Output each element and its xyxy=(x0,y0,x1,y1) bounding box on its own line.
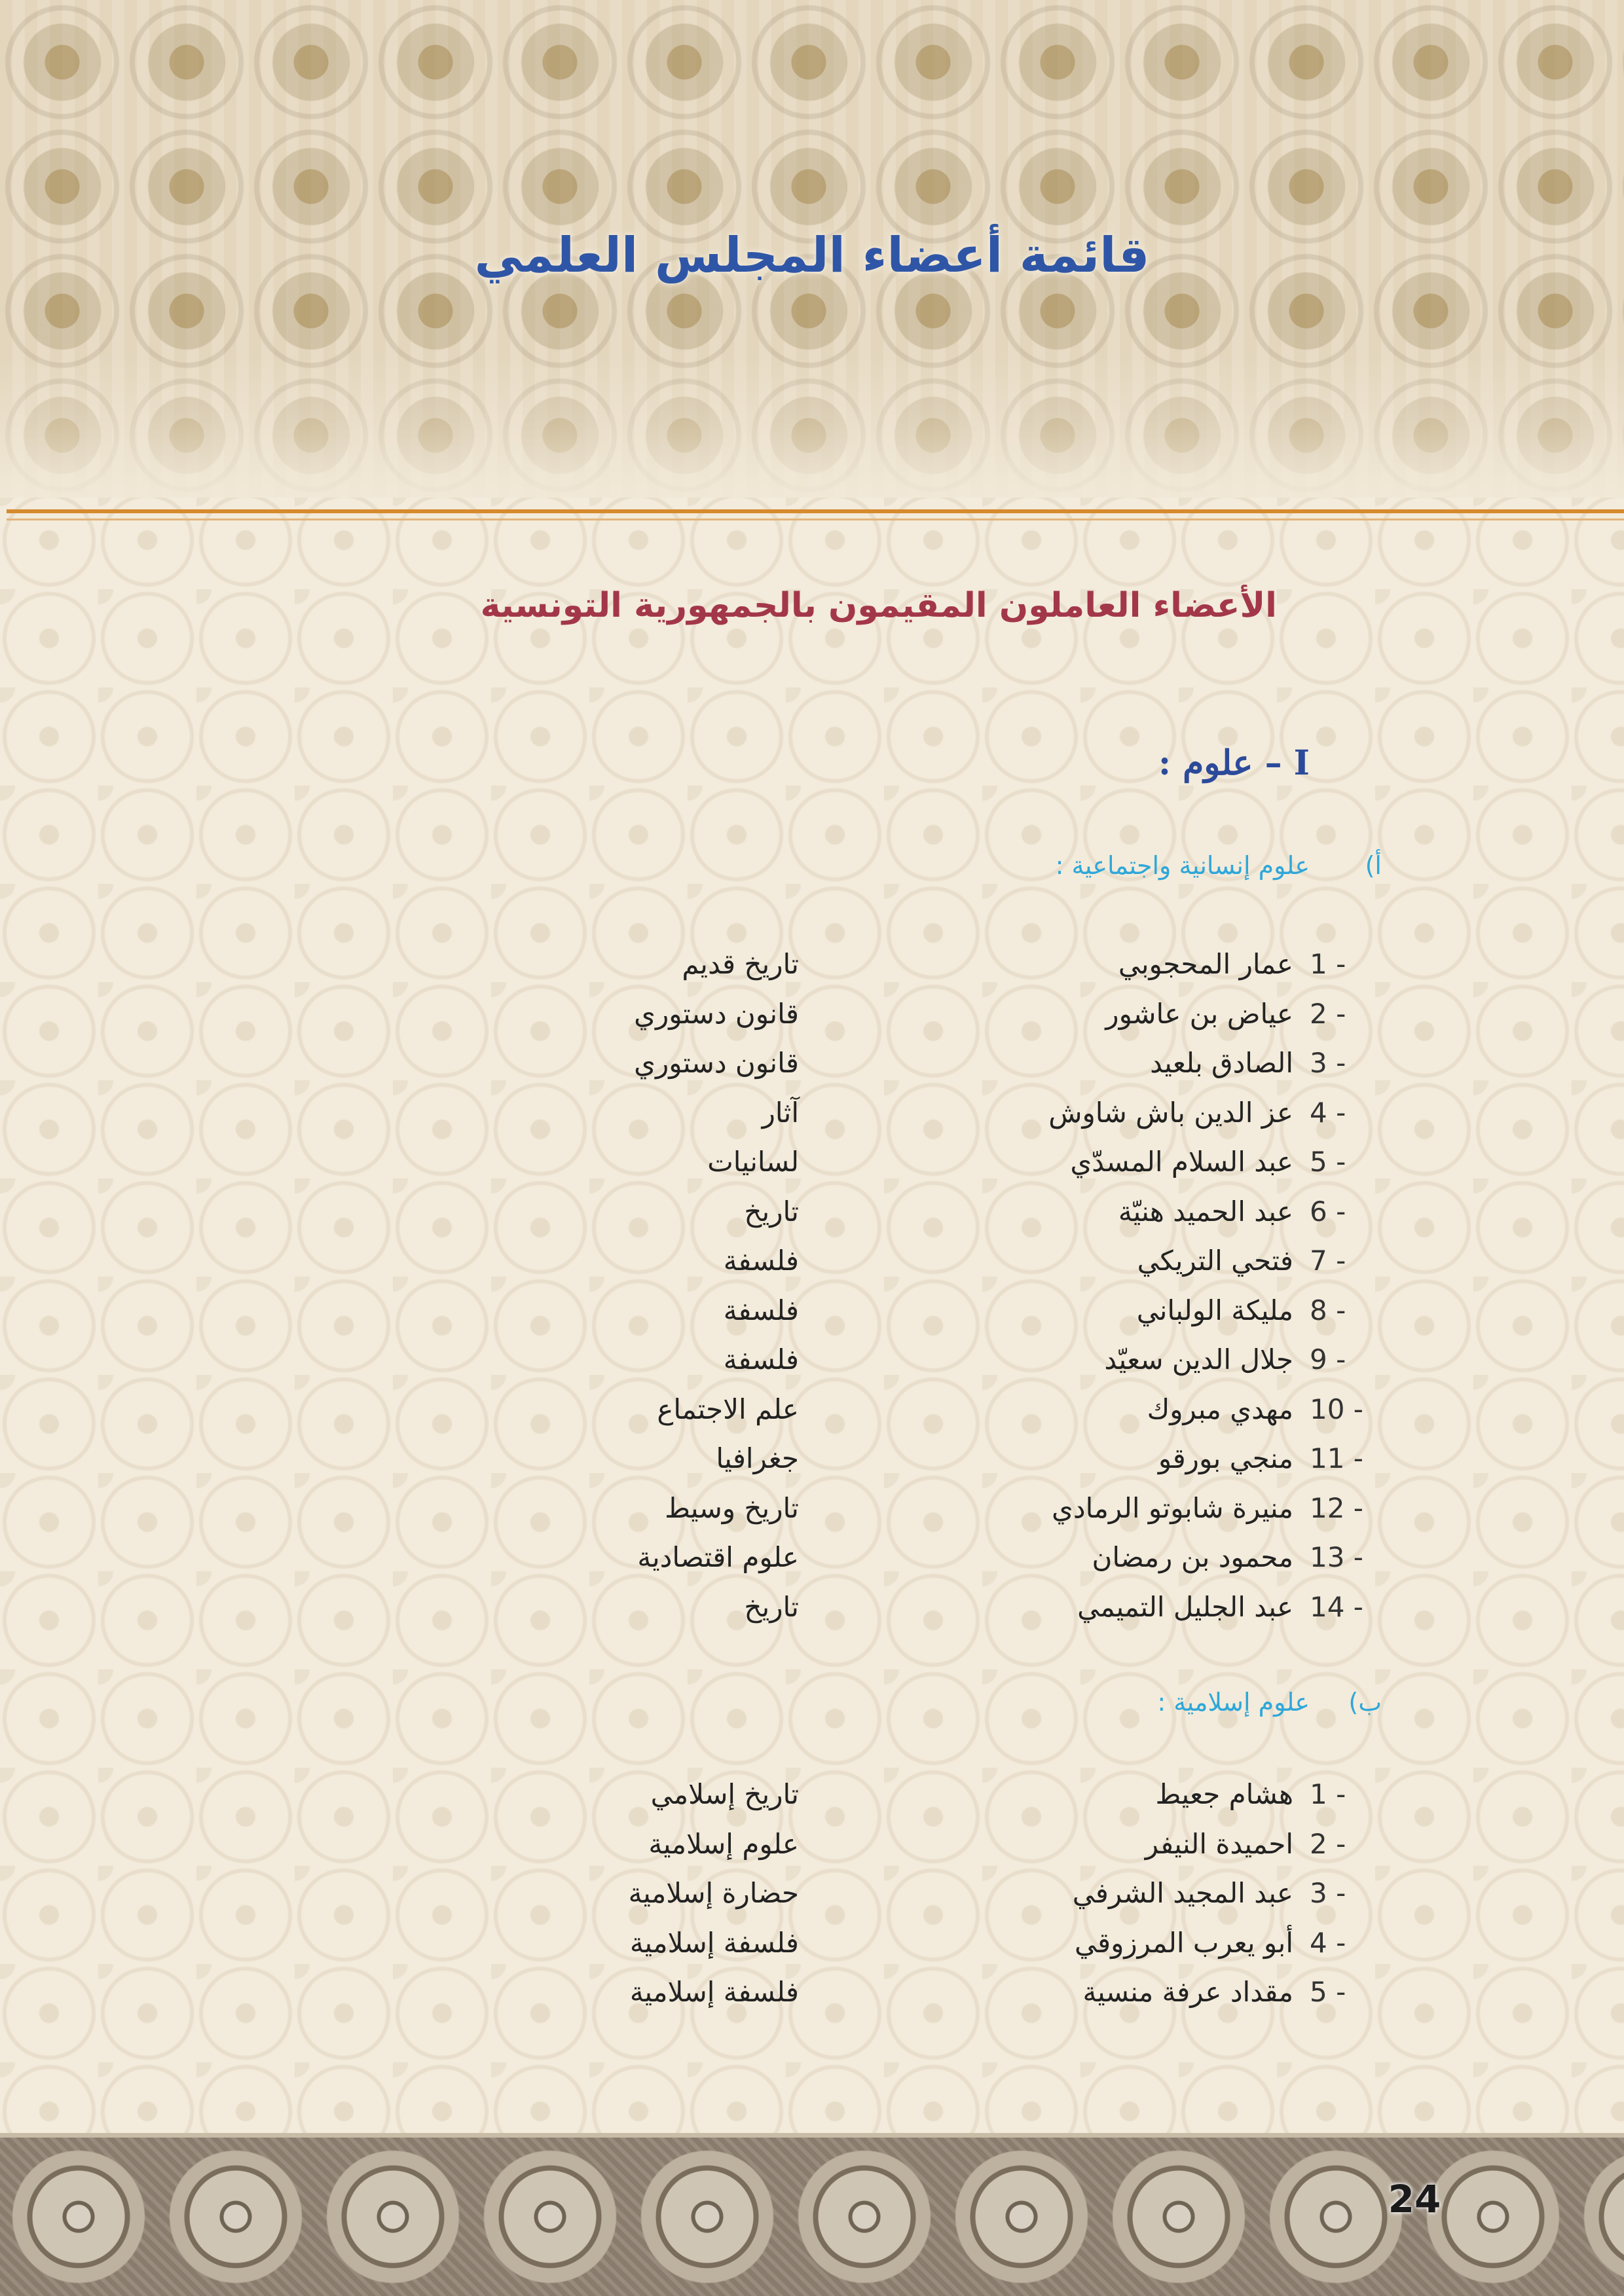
member-number: 4 - xyxy=(1310,1926,1346,1959)
member-name: منيرة شابوتو الرمادي xyxy=(1052,1491,1293,1524)
member-number: 5 - xyxy=(1310,1976,1346,2008)
list-item xyxy=(0,1393,1624,1442)
part-heading: I – علوم : xyxy=(1158,743,1310,783)
member-number: 11 - xyxy=(1310,1442,1363,1474)
member-name: عبد السلام المسدّي xyxy=(1070,1146,1293,1178)
list-item xyxy=(0,1294,1624,1343)
member-name: عياض بن عاشور xyxy=(1105,997,1293,1030)
member-name: احميدة النيفر xyxy=(1145,1827,1293,1860)
member-number: 3 - xyxy=(1310,1047,1346,1079)
member-number: 6 - xyxy=(1310,1195,1346,1228)
list-item xyxy=(0,1778,1624,1827)
subsection-letter: أ) xyxy=(1365,851,1382,880)
list-item xyxy=(0,1877,1624,1925)
member-field: علم الاجتماع xyxy=(657,1393,799,1425)
member-name: عبد الحميد هنيّة xyxy=(1118,1195,1293,1228)
member-name: مقداد عرفة منسية xyxy=(1082,1976,1293,2008)
section-heading: الأعضاء العاملون المقيمون بالجمهورية التونسية xyxy=(480,586,1277,625)
member-field: فلسفة xyxy=(723,1245,799,1277)
member-field: تاريخ إسلامي xyxy=(650,1778,799,1810)
member-name: مليكة الولباني xyxy=(1136,1294,1293,1326)
member-number: 12 - xyxy=(1310,1491,1363,1524)
list-item xyxy=(0,1245,1624,1293)
member-field: قانون دستوري xyxy=(634,1047,799,1079)
member-name: منجي بورقو xyxy=(1158,1442,1293,1474)
member-field: تاريخ وسيط xyxy=(665,1491,799,1524)
member-name: الصادق بلعيد xyxy=(1150,1047,1293,1079)
member-number: 7 - xyxy=(1310,1245,1346,1277)
member-name: عز الدين باش شاوش xyxy=(1048,1096,1293,1129)
list-item xyxy=(0,1541,1624,1590)
member-number: 2 - xyxy=(1310,1827,1346,1860)
member-name: محمود بن رمضان xyxy=(1092,1541,1293,1573)
member-field: تاريخ قديم xyxy=(682,948,799,980)
member-field: حضارة إسلامية xyxy=(628,1877,799,1909)
list-item xyxy=(0,1492,1624,1540)
member-field: فلسفة xyxy=(723,1294,799,1326)
member-field: فلسفة إسلامية xyxy=(629,1926,799,1959)
member-number: 1 - xyxy=(1310,948,1346,980)
list-item xyxy=(0,1591,1624,1639)
member-field: قانون دستوري xyxy=(634,997,799,1030)
member-name: مهدي مبروك xyxy=(1147,1393,1293,1425)
member-number: 10 - xyxy=(1310,1393,1363,1425)
member-number: 8 - xyxy=(1310,1294,1346,1326)
member-field: تاريخ xyxy=(744,1195,799,1228)
page-number: 24 xyxy=(1388,2177,1441,2221)
header-divider xyxy=(7,509,1624,513)
member-field: علوم إسلامية xyxy=(648,1827,799,1860)
list-item xyxy=(0,1146,1624,1194)
member-number: 4 - xyxy=(1310,1096,1346,1129)
list-item xyxy=(0,948,1624,996)
subsection-heading-humanities xyxy=(1056,851,1382,880)
member-name: عمار المحجوبي xyxy=(1118,948,1293,980)
member-number: 9 - xyxy=(1310,1343,1346,1376)
member-field: جغرافيا xyxy=(716,1442,799,1474)
list-item xyxy=(0,1976,1624,2024)
member-name: عبد الجليل التميمي xyxy=(1077,1590,1293,1623)
list-item xyxy=(0,1047,1624,1095)
member-name: جلال الدين سعيّد xyxy=(1104,1343,1293,1376)
list-item xyxy=(0,1442,1624,1491)
list-item xyxy=(0,1097,1624,1145)
member-field: فلسفة xyxy=(723,1343,799,1376)
member-number: 14 - xyxy=(1310,1590,1363,1623)
member-number: 1 - xyxy=(1310,1778,1346,1810)
list-item xyxy=(0,1927,1624,1975)
member-number: 2 - xyxy=(1310,997,1346,1030)
member-name: فتحي التريكي xyxy=(1137,1245,1293,1277)
list-item xyxy=(0,1343,1624,1392)
member-name: أبو يعرب المرزوقي xyxy=(1075,1926,1293,1959)
member-name: هشام جعيط xyxy=(1155,1778,1293,1810)
subsection-heading-islamic xyxy=(1157,1688,1382,1717)
page-title-box xyxy=(426,210,1198,301)
member-name: عبد المجيد الشرفي xyxy=(1072,1877,1293,1909)
page-title: قائمة أعضاء المجلس العلمي xyxy=(474,227,1150,283)
list-item xyxy=(0,998,1624,1046)
member-field: فلسفة إسلامية xyxy=(629,1976,799,2008)
list-item xyxy=(0,1195,1624,1244)
subsection-label: علوم إسلامية : xyxy=(1157,1688,1310,1717)
header-divider-thin xyxy=(7,519,1624,520)
member-field: لسانيات xyxy=(707,1146,799,1178)
subsection-letter: ب) xyxy=(1348,1688,1382,1717)
member-field: علوم اقتصادية xyxy=(637,1541,799,1573)
member-number: 13 - xyxy=(1310,1541,1363,1573)
member-number: 5 - xyxy=(1310,1146,1346,1178)
subsection-label: علوم إنسانية واجتماعية : xyxy=(1055,851,1310,880)
member-field: آثار xyxy=(762,1096,799,1129)
list-item xyxy=(0,1828,1624,1876)
member-field: تاريخ xyxy=(744,1590,799,1623)
member-number: 3 - xyxy=(1310,1877,1346,1909)
